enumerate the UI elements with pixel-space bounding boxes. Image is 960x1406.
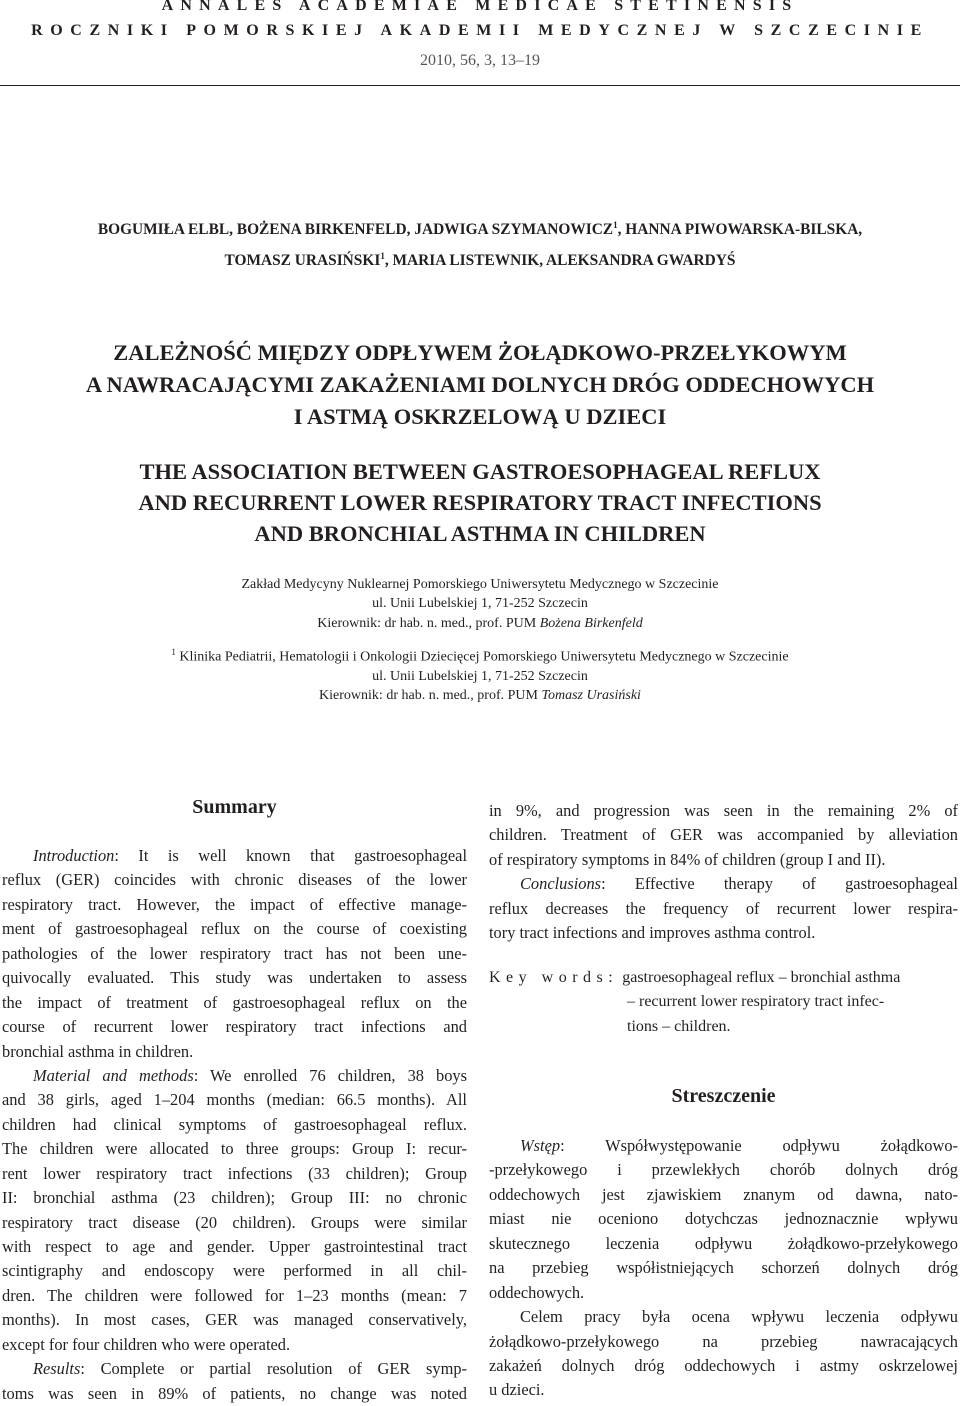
streszczenie-line: Celem pracy była ocena wpływu leczenia odpływu	[520, 1307, 958, 1327]
summary-line: rent lower respiratory tract infections (33 children); Group	[2, 1163, 467, 1183]
keywords	[489, 966, 959, 1039]
summary-line: ment of gastroesophageal reflux on the course of coexisting	[2, 919, 467, 939]
summary-right-column	[489, 799, 958, 946]
title-polish-line: ZALEŻNOŚĆ MIĘDZY ODPŁYWEM ŻOŁĄDKOWO-PRZEŁYKOWYM	[113, 340, 847, 365]
streszczenie-line: Wstęp: Współwystępowanie odpływu żołądkowo-	[520, 1136, 958, 1155]
summary-line: dren. The children were followed for 1–23 months (mean: 7	[2, 1285, 467, 1305]
title-english-line: AND BRONCHIAL ASTHMA IN CHILDREN	[254, 521, 706, 546]
summary-line: respiratory tract disease (20 children). Groups were similar	[2, 1212, 467, 1232]
summary-line: respiratory tract. However, the impact of effective manage-	[2, 894, 467, 914]
title-english-line: AND RECURRENT LOWER RESPIRATORY TRACT INFECTIONS	[138, 490, 822, 515]
streszczenie-line: u dzieci.	[489, 1380, 545, 1400]
summary-line: except for four children who were operated.	[2, 1334, 291, 1354]
summary-line: pathologies of the lower respiratory tract has not been une-	[2, 943, 467, 963]
affiliation-1	[0, 575, 960, 633]
affiliation-address: ul. Unii Lubelskiej 1, 71-252 Szczecin	[372, 668, 588, 684]
keywords-line: – recurrent lower respiratory tract infec-	[627, 993, 885, 1011]
summary-heading: Summary	[192, 796, 277, 818]
streszczenie-line: na przebieg współistniejących schorzeń dolnych dróg	[489, 1258, 958, 1278]
streszczenie-line: miast nie oceniono dotychczas jednoznacznie wpływu	[489, 1209, 958, 1229]
author-line-2: TOMASZ URASIŃSKI$^1$, MARIA LISTEWNIK, ALEKSANDRA GWARDYŚ	[224, 251, 736, 270]
summary-line: quivocally evaluated. This study was undertaken to assess	[2, 968, 467, 988]
journal-name-polish: ROCZNIKI POMORSKIEJ AKADEMII MEDYCZNEJ W SZCZECINIE	[31, 22, 929, 39]
summary-line: bronchial asthma in children.	[2, 1041, 194, 1061]
journal-citation: 2010, 56, 3, 13–19	[420, 52, 540, 69]
summary-line: II: bronchial asthma (23 children); Group III: no chronic	[2, 1188, 467, 1208]
affiliation-department: Zakład Medycyny Nuklearnej Pomorskiego Uniwersytetu Medycznego w Szczecinie	[241, 577, 719, 592]
summary-line: and 38 girls, aged 1–204 months (median: 66.5 months). All	[2, 1090, 467, 1110]
summary-line: the impact of treatment of gastroesophageal reflux on the	[2, 992, 467, 1012]
streszczenie-column	[489, 1134, 958, 1403]
summary-line: children had clinical symptoms of gastroesophageal reflux.	[2, 1114, 467, 1134]
summary-line: with respect to age and gender. Upper gastrointestinal tract	[2, 1237, 467, 1256]
author-list	[0, 212, 960, 274]
summary-line: Results: Complete or partial resolution of GER symp-	[33, 1359, 467, 1379]
summary-line: in 9%, and progression was seen in the remaining 2% of	[489, 801, 958, 820]
title-polish-line: A NAWRACAJĄCYMI ZAKAŻENIAMI DOLNYCH DRÓG ODDECHOWYCH	[85, 372, 875, 397]
title-polish	[0, 337, 960, 433]
streszczenie-line: oddechowych.	[489, 1282, 585, 1302]
journal-name-latin: ANNALES ACADEMIAE MEDICAE STETINENSIS	[161, 0, 799, 14]
streszczenie-line: żołądkowo-przełykowego na przebieg nawracających	[489, 1331, 958, 1351]
affiliation-address: ul. Unii Lubelskiej 1, 71-252 Szczecin	[372, 596, 588, 612]
summary-line: reflux decreases the frequency of recurrent lower respira-	[489, 898, 958, 918]
header-rule	[0, 85, 960, 86]
keywords-line: Key words: gastroesophageal reflux – bronchial asthma	[489, 969, 901, 986]
summary-line: course of recurrent lower respiratory tract infections and	[2, 1017, 467, 1037]
streszczenie-line: -przełykowego i przewlekłych chorób dolnych dróg	[489, 1160, 958, 1180]
title-english	[0, 456, 960, 549]
summary-line: tory tract infections and improves asthma control.	[489, 923, 816, 943]
keywords-line: tions – children.	[627, 1017, 731, 1035]
summary-line: reflux (GER) coincides with chronic diseases of the lower	[2, 870, 467, 890]
summary-line: Introduction: It is well known that gastroesophageal	[33, 846, 467, 865]
affiliation-department: $^1$ Klinika Pediatrii, Hematologii i Onkologii Dziecięcej Pomorskiego Uniwersytetu Medycznego w Szczecinie	[171, 647, 789, 665]
summary-line: months). In most cases, GER was managed conservatively,	[2, 1310, 467, 1330]
summary-line: toms was seen in 89% of patients, no change was noted	[2, 1383, 467, 1403]
author-line-1: BOGUMIŁA ELBL, BOŻENA BIRKENFELD, JADWIGA SZYMANOWICZ$^1$, HANNA PIWOWARSKA-BILSKA,	[97, 220, 863, 239]
summary-line: of respiratory symptoms in 84% of children (group I and II).	[489, 849, 886, 869]
summary-line: scintigraphy and endoscopy were performed in all chil-	[2, 1261, 467, 1281]
title-english-line: THE ASSOCIATION BETWEEN GASTROESOPHAGEAL REFLUX	[139, 459, 821, 484]
summary-line: The children were allocated to three groups: Group I: recur-	[2, 1139, 467, 1159]
summary-line: children. Treatment of GER was accompanied by alleviation	[489, 825, 958, 845]
streszczenie-line: zakażeń dolnych dróg oddechowych i astmy oskrzelowej	[489, 1355, 958, 1375]
streszczenie-heading: Streszczenie	[671, 1085, 776, 1107]
summary-left-column	[2, 844, 467, 1406]
streszczenie-line: oddechowych jest zjawiskiem znanym od dawna, nato-	[489, 1184, 958, 1204]
keywords-label: Key words:	[489, 969, 619, 986]
streszczenie-line: skutecznego leczenia odpływu żołądkowo-przełykowego	[489, 1233, 958, 1253]
summary-line: Material and methods: We enrolled 76 children, 38 boys	[33, 1065, 467, 1085]
affiliation-head: Kierownik: dr hab. n. med., prof. PUM Bożena Birkenfeld	[317, 615, 643, 631]
affiliation-2	[0, 643, 960, 706]
title-polish-line: I ASTMĄ OSKRZELOWĄ U DZIECI	[293, 404, 667, 429]
summary-line: Conclusions: Effective therapy of gastroesophageal	[520, 874, 958, 894]
affiliation-head: Kierownik: dr hab. n. med., prof. PUM Tomasz Urasiński	[319, 688, 641, 704]
